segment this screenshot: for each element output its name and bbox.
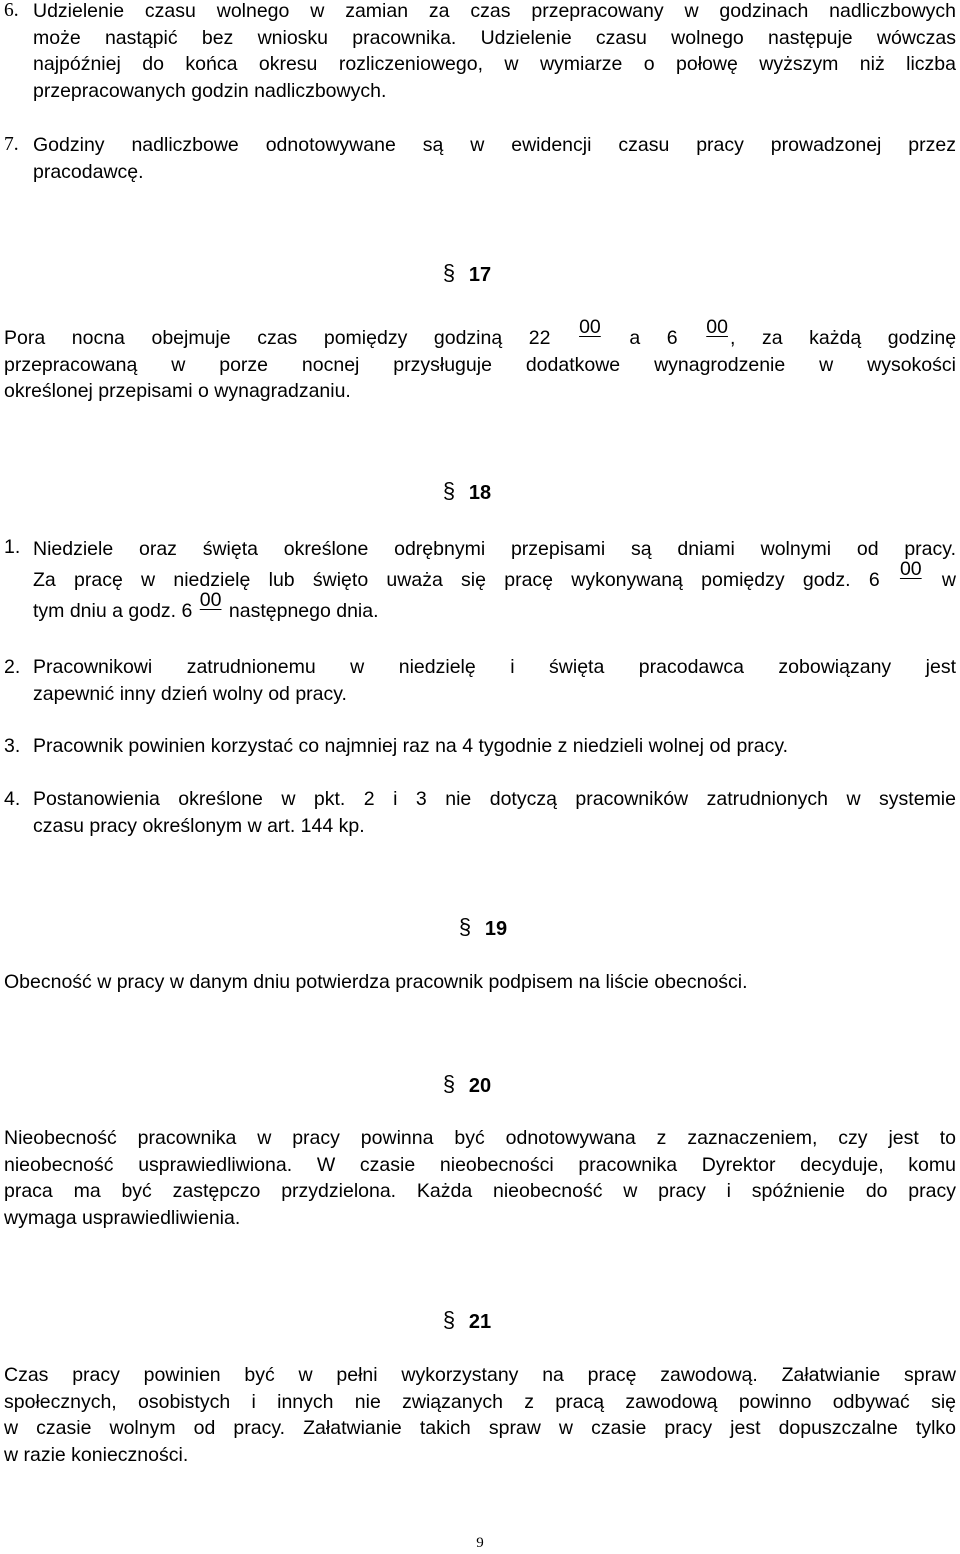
text-line: przepracowanych godzin nadliczbowych.	[33, 79, 387, 102]
item-number-6: 6.	[4, 0, 19, 21]
text-fragment: Za pracę w niedzielę lub święto uważa się pracę wykonywaną pomiędzy godz. 6	[33, 569, 880, 591]
text-line: Udzielenie czasu wolnego w zamian za czas przepracowany w godzinach nadliczbowych	[33, 0, 956, 22]
text-line: Obecność w pracy w danym dniu potwierdza pracownik podpisem na liście obecności.	[4, 971, 748, 993]
superscript-minutes: 00	[899, 558, 922, 580]
text-line: najpóźniej do końca okresu rozliczeniowego, w wymiarze o połowę wyższym niż liczba	[33, 53, 956, 75]
section-number: 19	[484, 918, 508, 940]
paragraph-section-17	[4, 316, 957, 405]
text-line: Czas pracy powinien być w pełni wykorzystany na pracę zawodową. Załatwianie spraw	[4, 1364, 956, 1386]
section-sign: §	[442, 1307, 456, 1332]
section-sign: §	[458, 914, 472, 939]
item-number-18-1: 1.	[4, 536, 21, 558]
paragraph-section-21	[4, 1362, 956, 1468]
section-heading-18	[0, 478, 960, 505]
paragraph-18-2	[33, 654, 956, 707]
text-fragment: w	[941, 569, 956, 591]
text-line: czasu pracy określonym w art. 144 kp.	[33, 814, 365, 837]
text-line: w razie konieczności.	[4, 1443, 189, 1466]
text-line: nieobecność usprawiedliwiona. W czasie nieobecności pracownika Dyrektor decyduje, komu	[4, 1153, 956, 1176]
section-number: 18	[468, 482, 492, 504]
paragraph-18-1	[33, 534, 956, 627]
text-line: społecznych, osobistych i innych nie związanych z pracą zawodową powinno odbywać się	[4, 1390, 956, 1413]
paragraph-section-20	[4, 1125, 956, 1231]
section-sign: §	[442, 260, 456, 285]
text-line	[4, 316, 957, 352]
text-fragment: Pora nocna obejmuje czas pomiędzy godziną 22	[4, 327, 551, 349]
paragraph-18-4	[33, 786, 956, 839]
superscript-minutes: 00	[706, 316, 728, 338]
text-fragment: , za każdą godzinę	[729, 327, 957, 349]
section-heading-21	[0, 1307, 960, 1334]
paragraph-item-6	[33, 0, 956, 104]
text-line: pracodawcę.	[33, 160, 144, 183]
text-line: Pracownik powinien korzystać co najmniej raz na 4 tygodnie z niedzieli wolnej od pracy.	[33, 735, 789, 757]
section-number: 20	[468, 1075, 492, 1097]
section-sign: §	[442, 478, 456, 503]
section-sign: §	[442, 1071, 456, 1096]
text-line: Niedziele oraz święta określone odrębnymi przepisami są dniami wolnymi od pracy.	[33, 538, 956, 560]
text-line: wymaga usprawiedliwienia.	[4, 1206, 241, 1229]
text-line: określonej przepisami o wynagradzaniu.	[4, 380, 351, 402]
text-fragment: następnego dnia.	[228, 600, 379, 622]
section-heading-19	[16, 914, 960, 941]
section-number: 17	[468, 264, 492, 286]
text-line: przepracowaną w porze nocnej przysługuje dodatkowe wynagrodzenie w wysokości	[4, 353, 956, 376]
text-fragment: tym dniu a godz. 6	[33, 600, 193, 622]
text-line: w czasie wolnym od pracy. Załatwianie takich spraw w czasie pracy jest dopuszczalne tylko	[4, 1417, 956, 1439]
item-number-18-2: 2.	[4, 656, 21, 678]
superscript-minutes: 00	[579, 316, 601, 338]
item-number-18-4: 4.	[4, 788, 21, 810]
item-number-7: 7.	[4, 134, 19, 155]
text-line: Postanowienia określone w pkt. 2 i 3 nie dotyczą pracowników zatrudnionych w systemie	[33, 788, 956, 810]
text-line: praca ma być zastępczo przydzielona. Każda nieobecność w pracy i spóźnienie do pracy	[4, 1180, 956, 1202]
text-fragment: a 6	[629, 327, 678, 349]
text-line	[33, 558, 956, 596]
paragraph-18-3	[33, 733, 956, 760]
text-line: Godziny nadliczbowe odnotowywane są w ewidencji czasu pracy prowadzonej przez	[33, 134, 956, 156]
section-number: 21	[468, 1311, 492, 1333]
section-heading-20	[0, 1071, 960, 1098]
text-line: może nastąpić bez wniosku pracownika. Udzielenie czasu wolnego następuje wówczas	[33, 26, 956, 49]
paragraph-item-7	[33, 132, 956, 185]
page-number: 9	[476, 1535, 484, 1551]
text-line	[33, 589, 956, 627]
text-line: zapewnić inny dzień wolny od pracy.	[33, 682, 347, 705]
text-line: Pracownikowi zatrudnionemu w niedzielę i święta pracodawca zobowiązany jest	[33, 656, 956, 678]
superscript-minutes: 00	[199, 589, 222, 611]
item-number-18-3: 3.	[4, 735, 21, 757]
section-heading-17	[0, 260, 960, 287]
paragraph-section-19	[4, 969, 956, 996]
text-line: Nieobecność pracownika w pracy powinna być odnotowywana z zaznaczeniem, czy jest to	[4, 1127, 956, 1149]
